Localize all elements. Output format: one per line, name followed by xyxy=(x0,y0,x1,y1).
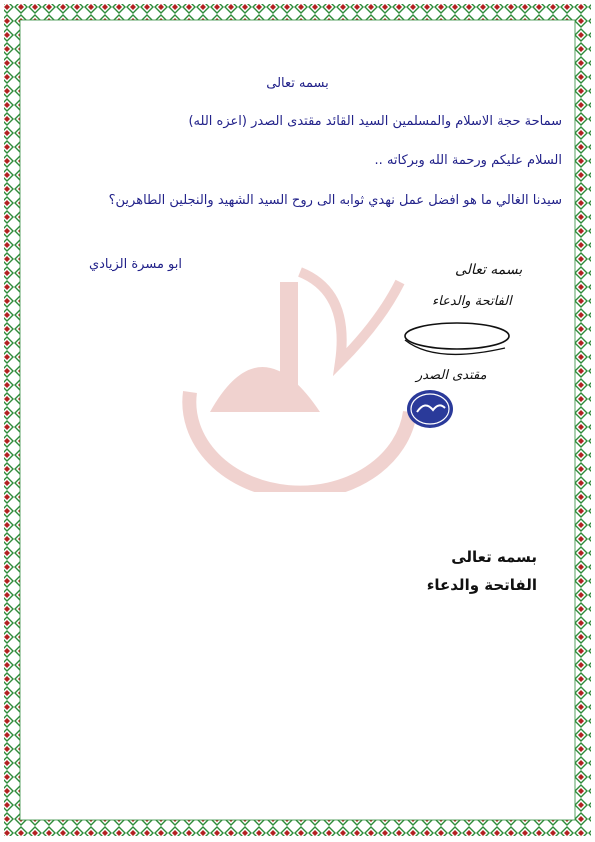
typed-reply-heading: بسمه تعالى xyxy=(451,548,537,566)
letter-question: سيدنا الغالي ما هو افضل عمل نهدي ثوابه الى روح السيد الشهيد والنجلين الطاهرين؟ xyxy=(108,193,562,208)
handwritten-answer: الفاتحة والدعاء xyxy=(432,294,512,309)
official-seal xyxy=(405,388,455,430)
handwritten-heading: بسمه تعالى xyxy=(455,262,523,278)
signature-name: مقتدى الصدر xyxy=(416,368,487,383)
watermark-logo xyxy=(150,262,450,492)
letter-greeting: السلام عليكم ورحمة الله وبركاته .. xyxy=(374,153,562,168)
letter-title: بسمه تعالى xyxy=(266,76,329,91)
sender-name: ابو مسرة الزيادي xyxy=(88,257,182,272)
signature-flourish xyxy=(395,318,515,370)
letter-address: سماحة حجة الاسلام والمسلمين السيد القائد مقتدى الصدر (اعزه الله) xyxy=(188,114,562,129)
typed-reply-answer: الفاتحة والدعاء xyxy=(426,576,537,594)
